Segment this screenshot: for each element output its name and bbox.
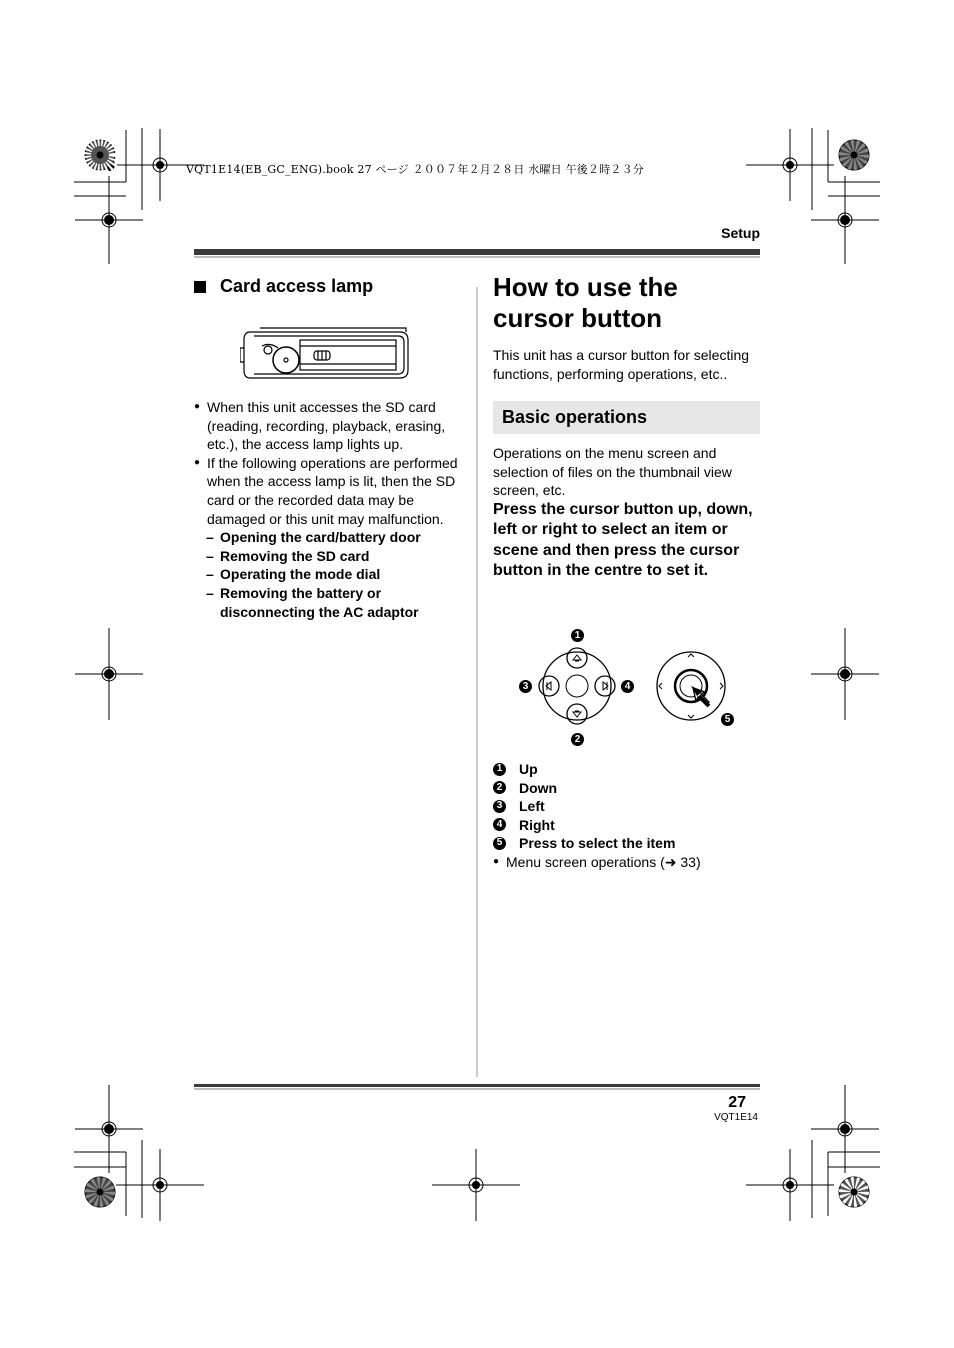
legend-label: Down — [519, 779, 558, 796]
title-line-1: How to use the — [493, 272, 678, 302]
bullet-text: When this unit accesses the SD card (reading, recording, playback, erasing, etc.), the access lamp lights up. — [207, 399, 446, 453]
model-code: VQT1E14 — [714, 1112, 758, 1123]
card-access-lamp-heading — [194, 276, 464, 297]
top-rule-shadow — [194, 256, 760, 258]
legend-item-up — [493, 760, 760, 779]
basic-operations-heading: Basic operations — [493, 401, 760, 434]
dash-item: – Operating the mode dial — [206, 566, 381, 583]
dash-text: Opening the card/battery door — [220, 529, 421, 546]
legend-label: Press to select the item — [519, 835, 676, 851]
instruction-text: Press the cursor button up, down, left or right to select an item or scene and then press the cursor button in the centre to set it. — [493, 500, 753, 580]
callout-down: 2 — [571, 733, 584, 746]
number-badge-icon: 3 — [493, 800, 506, 813]
legend-item-right — [493, 816, 760, 835]
bottom-rule — [194, 1084, 760, 1087]
callout-right: 4 — [621, 680, 634, 693]
print-header: VQT1E14(EB_GC_ENG).book 27 ページ ２００７年２月２８日 水曜日 午後２時２３分 — [186, 163, 644, 176]
legend-label: Up — [519, 761, 538, 777]
callout-press: 5 — [721, 713, 734, 726]
square-bullet-icon — [194, 281, 206, 293]
cursor-legend — [493, 760, 760, 871]
note-text: Menu screen operations (➜ 33) — [506, 853, 701, 870]
left-column — [194, 276, 464, 620]
dash-text: Operating the mode dial — [220, 566, 381, 583]
top-rule — [194, 249, 760, 255]
page-number: 27 — [728, 1094, 746, 1111]
bullet-text: If the following operations are performed when the access lamp is lit, then the SD card or the recorded data may be damaged or this unit may malfunction. — [207, 454, 458, 527]
dash-item: – Removing the battery or disconnecting the AC adaptor — [206, 584, 464, 621]
dash-text: Removing the battery or disconnecting the AC adaptor — [220, 584, 419, 620]
bullet-item — [194, 398, 464, 454]
callout-up: 1 — [571, 629, 584, 642]
intro-text: This unit has a cursor button for selecting functions, performing operations, etc.. — [493, 347, 750, 382]
legend-item-down — [493, 779, 760, 798]
dash-list — [206, 528, 464, 621]
legend-label: Left — [519, 798, 545, 814]
operations-text: Operations on the menu screen and selection of files on the thumbnail view screen, etc. — [493, 445, 732, 499]
menu-operations-note — [493, 853, 760, 872]
section-label: Setup — [721, 225, 760, 241]
number-badge-icon: 1 — [493, 763, 506, 776]
number-badge-icon: 2 — [493, 781, 506, 794]
number-badge-icon: 4 — [493, 818, 506, 831]
bullet-item — [194, 454, 464, 528]
heading-text: Card access lamp — [220, 276, 374, 296]
card-access-lamp-illustration — [240, 326, 410, 384]
right-column — [493, 272, 760, 870]
lamp-bullets — [194, 398, 464, 621]
legend-label: Right — [519, 816, 555, 833]
number-badge-icon: 5 — [493, 837, 506, 850]
legend-item-left — [493, 797, 760, 816]
bullet-dot-icon: ● — [493, 855, 500, 867]
dash-item: – Removing the SD card — [206, 547, 370, 564]
dash-item: – Opening the card/battery door — [206, 529, 421, 546]
callout-left: 3 — [519, 680, 532, 693]
bullet-dot-icon: ● — [194, 456, 201, 468]
dash-text: Removing the SD card — [220, 547, 370, 564]
bullet-dot-icon: ● — [194, 401, 201, 412]
title-line-2: cursor button — [493, 303, 662, 333]
column-divider — [476, 287, 478, 1077]
page-title — [493, 272, 760, 334]
bottom-rule-shadow — [194, 1088, 760, 1090]
legend-item-press — [493, 834, 760, 853]
